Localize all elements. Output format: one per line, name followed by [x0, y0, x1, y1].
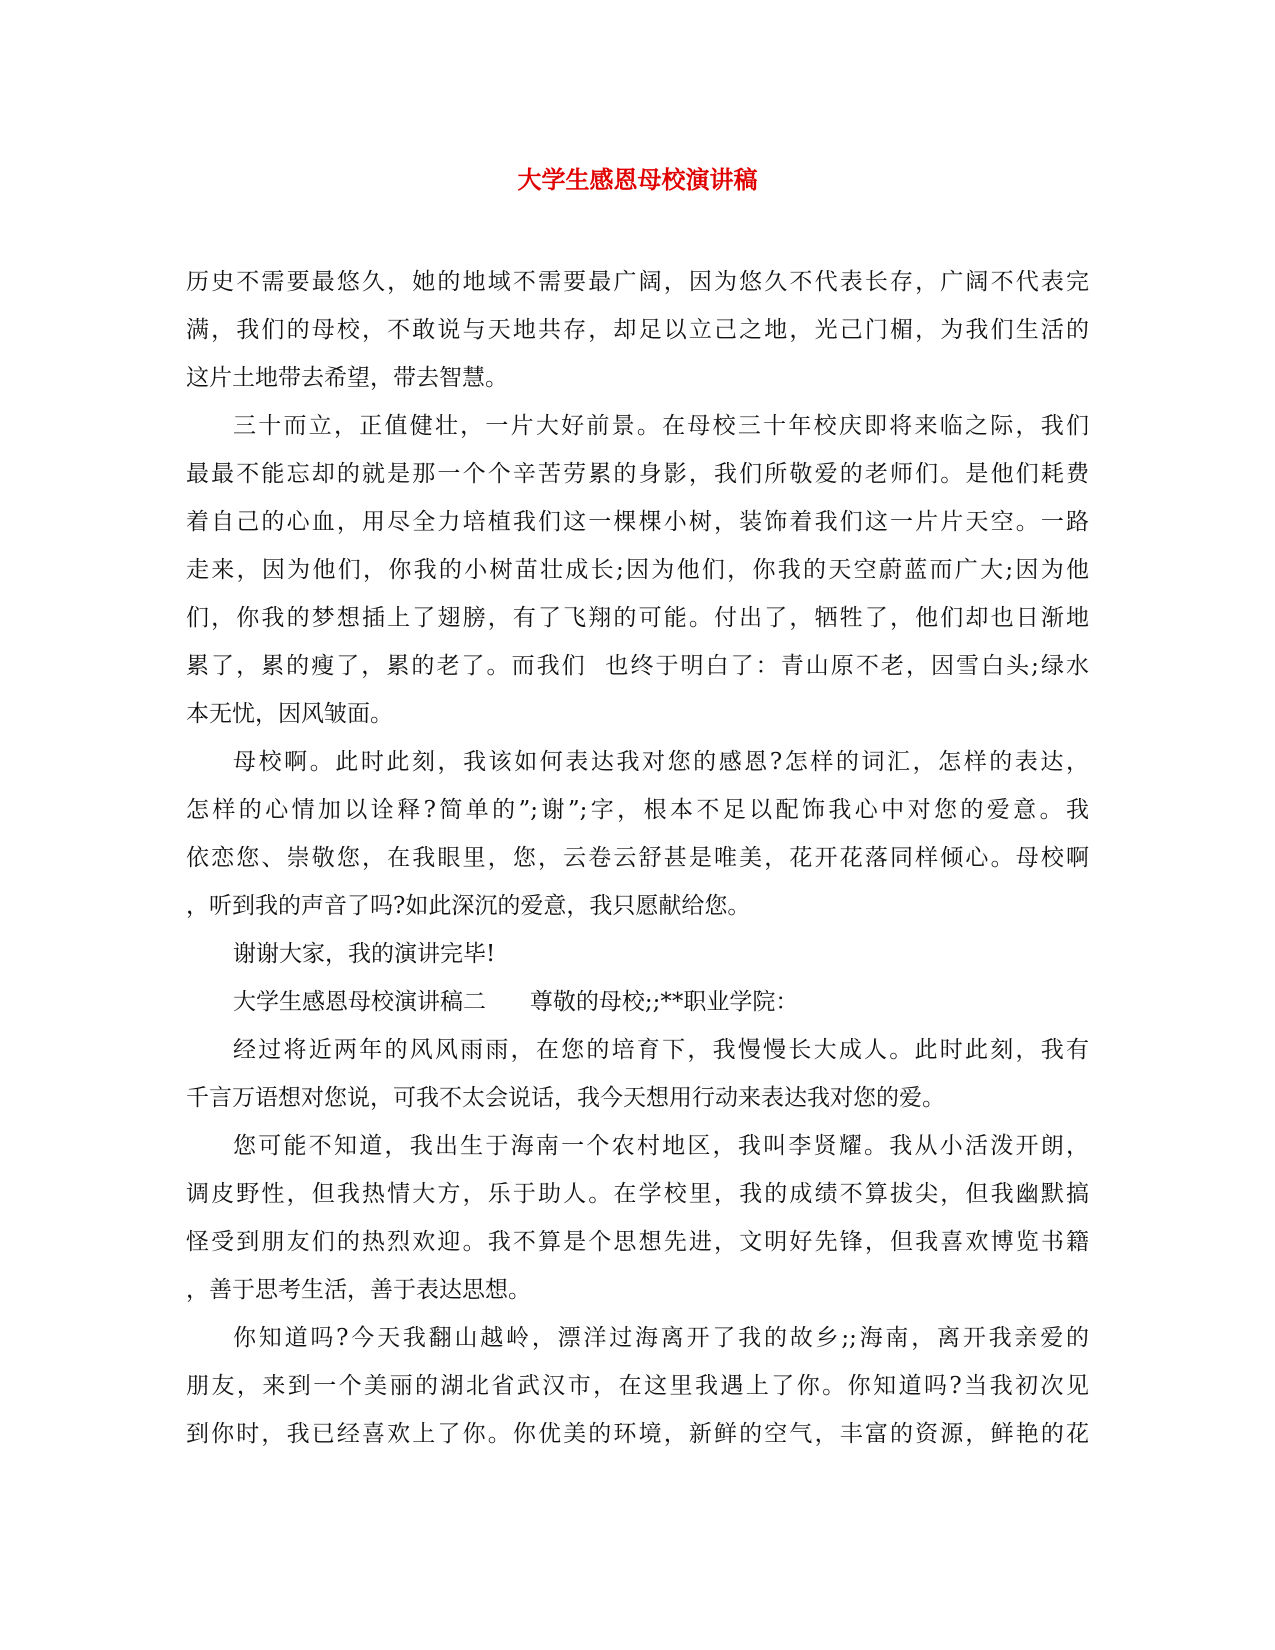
- text-line: 依恋您、崇敬您，在我眼里，您，云卷云舒甚是唯美，花开花落同样倾心。母校啊: [186, 845, 1089, 871]
- text-line: 最最不能忘却的就是那一个个辛苦劳累的身影，我们所敬爱的老师们。是他们耗费: [186, 461, 1089, 487]
- document-body: [186, 258, 1089, 1458]
- text-line: 母校啊。此时此刻，我该如何表达我对您的感恩?怎样的词汇，怎样的表达，: [233, 749, 1089, 775]
- text-line: 历史不需要最悠久，她的地域不需要最广阔，因为悠久不代表长存，广阔不代表完: [186, 269, 1089, 295]
- text-line: 谢谢大家，我的演讲完毕!: [233, 941, 496, 967]
- text-line: 调皮野性，但我热情大方，乐于助人。在学校里，我的成绩不算拔尖，但我幽默搞: [186, 1181, 1089, 1207]
- text-line: 你知道吗?今天我翻山越岭，漂洋过海离开了我的故乡;;海南，离开我亲爱的: [233, 1325, 1089, 1351]
- text-line: 您可能不知道，我出生于海南一个农村地区，我叫李贤耀。我从小活泼开朗，: [233, 1133, 1089, 1159]
- text-line: 到你时，我已经喜欢上了你。你优美的环境，新鲜的空气，丰富的资源，鲜艳的花: [186, 1421, 1089, 1447]
- text-line: 千言万语想对您说，可我不太会说话，我今天想用行动来表达我对您的爱。: [186, 1085, 945, 1111]
- text-line: 累了，累的瘦了，累的老了。而我们 也终于明白了：青山原不老，因雪白头;绿水: [186, 653, 1089, 679]
- text-line: 经过将近两年的风风雨雨，在您的培育下，我慢慢长大成人。此时此刻，我有: [233, 1037, 1089, 1063]
- text-line: 着自己的心血，用尽全力培植我们这一棵棵小树，装饰着我们这一片片天空。一路: [186, 509, 1089, 535]
- text-line: 大学生感恩母校演讲稿二 尊敬的母校;;**职业学院：: [233, 989, 799, 1015]
- text-line: 朋友，来到一个美丽的湖北省武汉市，在这里我遇上了你。你知道吗?当我初次见: [186, 1373, 1089, 1399]
- text-line: 们，你我的梦想插上了翅膀，有了飞翔的可能。付出了，牺牲了，他们却也日渐地: [186, 605, 1089, 631]
- text-line: ，听到我的声音了吗?如此深沉的爱意，我只愿献给您。: [186, 893, 751, 919]
- text-line: 走来，因为他们，你我的小树苗壮成长;因为他们，你我的天空蔚蓝而广大;因为他: [186, 557, 1089, 583]
- text-line: 怪受到朋友们的热烈欢迎。我不算是个思想先进，文明好先锋，但我喜欢博览书籍: [186, 1229, 1089, 1255]
- text-line: 本无忧，因风皱面。: [186, 701, 393, 727]
- text-line: 三十而立，正值健壮，一片大好前景。在母校三十年校庆即将来临之际，我们: [233, 413, 1089, 439]
- text-line: 满，我们的母校，不敢说与天地共存，却足以立己之地，光己门楣，为我们生活的: [186, 317, 1089, 343]
- document-title: 大学生感恩母校演讲稿: [517, 165, 758, 194]
- text-line: ，善于思考生活，善于表达思想。: [186, 1277, 531, 1303]
- text-line: 这片土地带去希望，带去智慧。: [186, 365, 508, 391]
- text-line: 怎样的心情加以诠释?简单的”;谢”;字，根本不足以配饰我心中对您的爱意。我: [186, 797, 1089, 823]
